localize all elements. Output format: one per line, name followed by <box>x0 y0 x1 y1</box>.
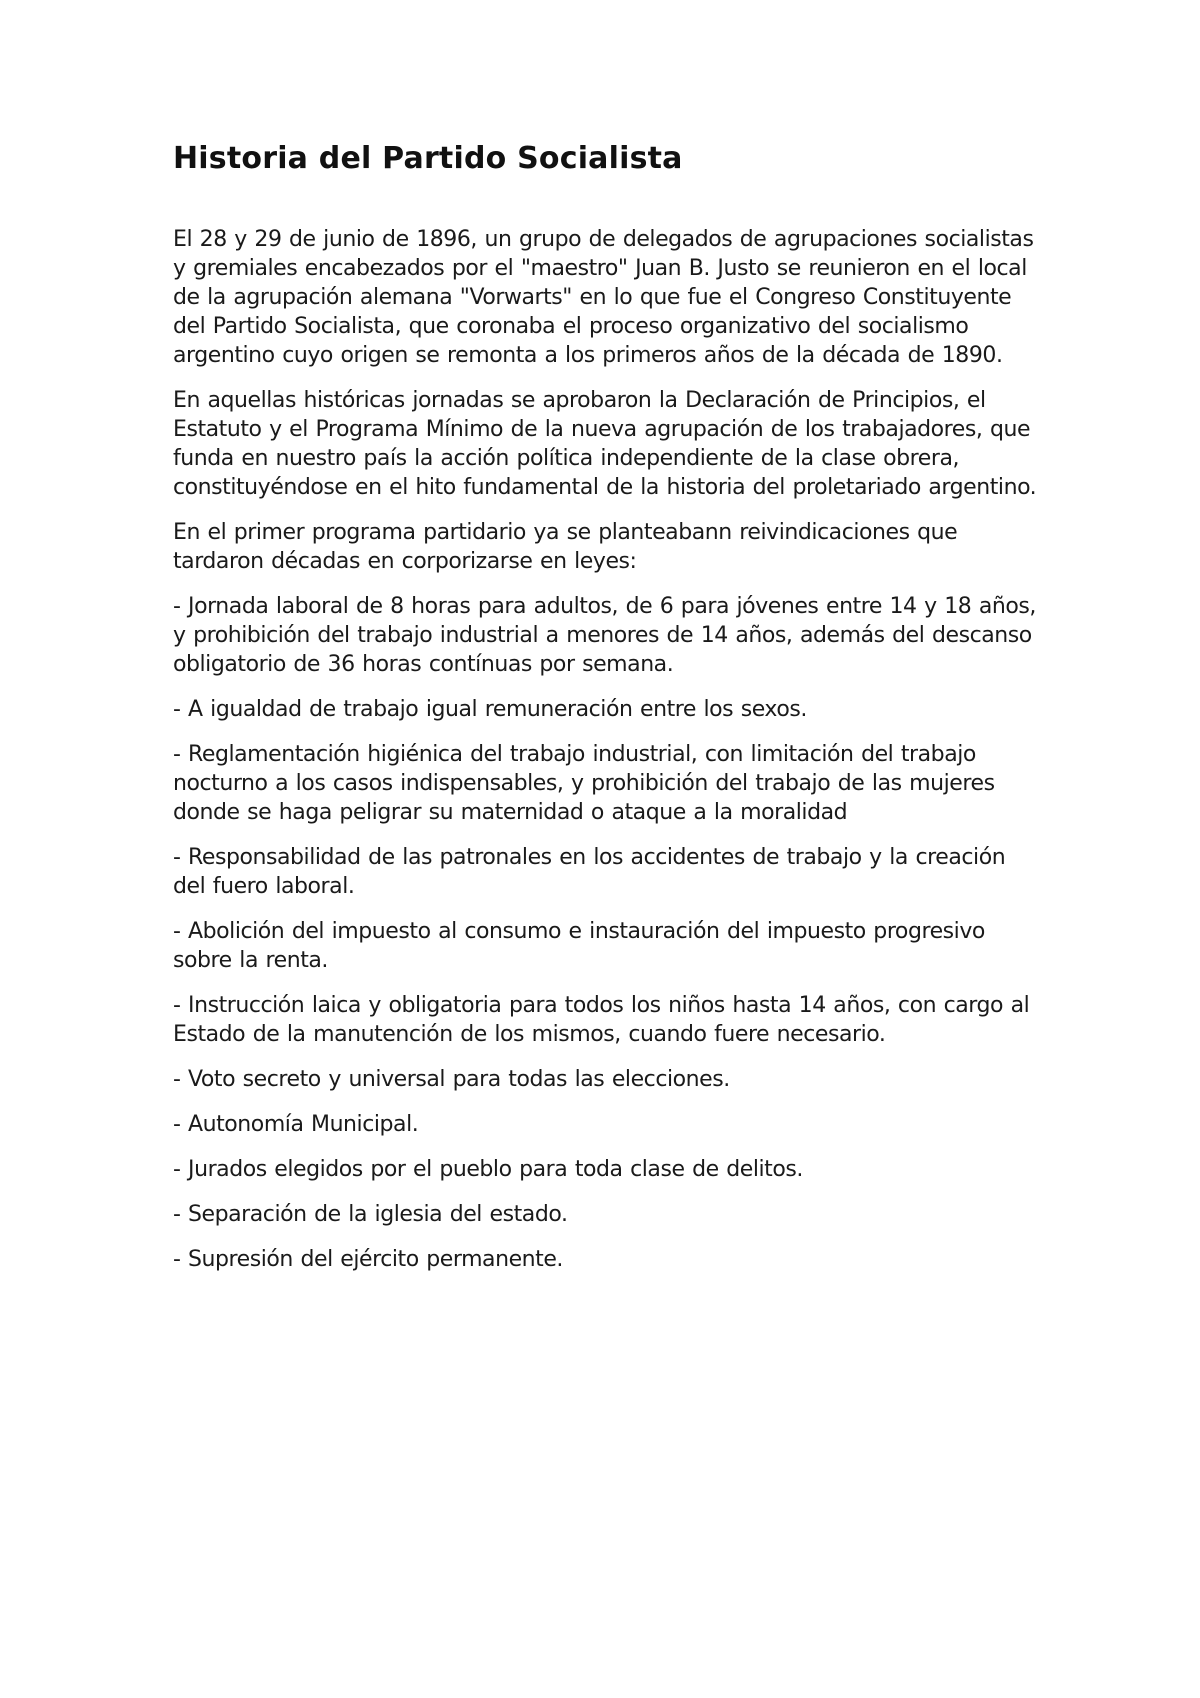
program-item-instruccion-laica: - Instrucción laica y obligatoria para todos los niños hasta 14 años, con cargo al Estado de la manutención de los mismos, cuando fuere necesario. <box>173 993 1030 1047</box>
programa-intro-paragraph: En el primer programa partidario ya se planteabann reivindicaciones que tardaron décadas en corporizarse en leyes: <box>173 520 958 574</box>
program-item-voto-secreto: - Voto secreto y universal para todas las elecciones. <box>173 1067 730 1092</box>
program-item-reglamentacion-higienica: - Reglamentación higiénica del trabajo industrial, con limitación del trabajo nocturno a los casos indispensables, y prohibición del trabajo de las mujeres donde se haga peligrar su maternidad o ataque a la moralidad <box>173 742 995 825</box>
program-item-jurados: - Jurados elegidos por el pueblo para toda clase de delitos. <box>173 1157 803 1182</box>
program-item-autonomia-municipal: - Autonomía Municipal. <box>173 1112 419 1137</box>
intro-paragraph: El 28 y 29 de junio de 1896, un grupo de delegados de agrupaciones socialistas y gremiales encabezados por el "maestro" Juan B. Justo se reunieron en el local de la agrupación alemana "Vorwarts" en lo que fue el Congreso Constituyente del Partido Socialista, que coronaba el proceso organizativo del socialismo argentino cuyo origen se remonta a los primeros años de la década de 1890. <box>173 227 1034 368</box>
program-item-ejercito: - Supresión del ejército permanente. <box>173 1247 563 1272</box>
program-item-separacion-iglesia: - Separación de la iglesia del estado. <box>173 1202 568 1227</box>
document-body <box>173 139 1043 1290</box>
program-item-igualdad-remuneracion: - A igualdad de trabajo igual remuneración entre los sexos. <box>173 697 807 722</box>
document-title: Historia del Partido Socialista <box>173 141 683 176</box>
program-item-impuesto-renta: - Abolición del impuesto al consumo e instauración del impuesto progresivo sobre la renta. <box>173 919 985 973</box>
jornadas-paragraph: En aquellas históricas jornadas se aprobaron la Declaración de Principios, el Estatuto y el Programa Mínimo de la nueva agrupación de los trabajadores, que funda en nuestro país la acción política independiente de la clase obrera, constituyéndose en el hito fundamental de la historia del proletariado argentino. <box>173 388 1037 500</box>
program-item-jornada-laboral: - Jornada laboral de 8 horas para adultos, de 6 para jóvenes entre 14 y 18 años, y prohibición del trabajo industrial a menores de 14 años, además del descanso obligatorio de 36 horas contínuas por semana. <box>173 594 1036 677</box>
program-item-responsabilidad-patronal: - Responsabilidad de las patronales en los accidentes de trabajo y la creación del fuero laboral. <box>173 845 1006 899</box>
